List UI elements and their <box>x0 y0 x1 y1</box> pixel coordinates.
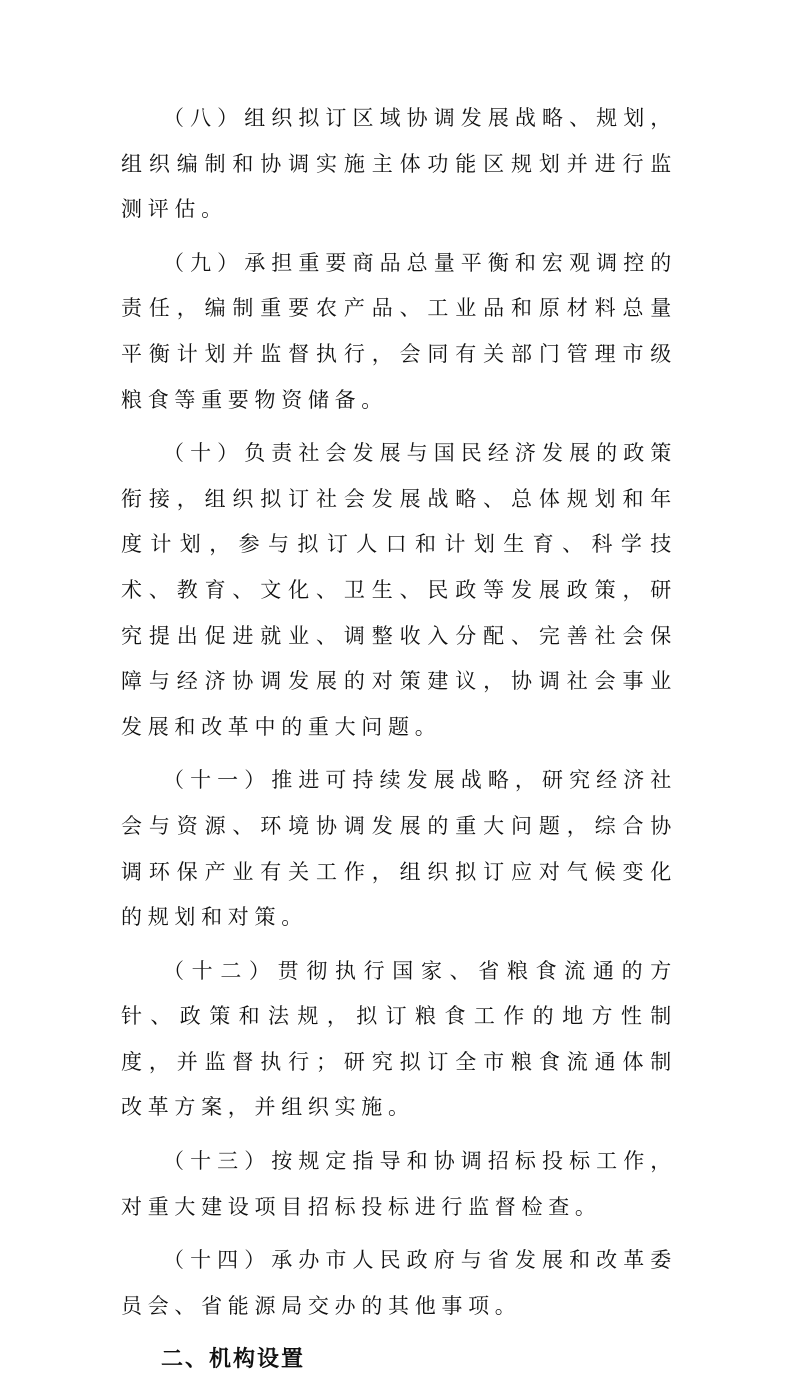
document-body <box>121 96 677 1383</box>
section-heading: 二、机构设置 <box>161 1347 306 1373</box>
paragraph-item-12: （十二）贯彻执行国家、省粮食流通的方针、政策和法规，拟订粮食工作的地方性制度，并监督执行；研究拟订全市粮食流通体制改革方案，并组织实施。 <box>121 958 677 1120</box>
paragraph-item-9: （九）承担重要商品总量平衡和宏观调控的责任，编制重要农产品、工业品和原材料总量平衡计划并监督执行，会同有关部门管理市级粮食等重要物资储备。 <box>121 250 677 412</box>
paragraph-item-8: （八）组织拟订区域协调发展战略、规划，组织编制和协调实施主体功能区规划并进行监测评估。 <box>121 106 677 222</box>
paragraph-item-10: （十）负责社会发展与国民经济发展的政策衔接，组织拟订社会发展战略、总体规划和年度计划，参与拟订人口和计划生育、科学技术、教育、文化、卫生、民政等发展政策，研究提出促进就业、调整收入分配、完善社会保障与经济协调发展的对策建议，协调社会事业发展和改革中的重大问题。 <box>121 441 677 739</box>
paragraph-item-11: （十一）推进可持续发展战略，研究经济社会与资源、环境协调发展的重大问题，综合协调环保产业有关工作，组织拟订应对气候变化的规划和对策。 <box>121 768 677 930</box>
paragraph-item-14: （十四）承办市人民政府与省发展和改革委员会、省能源局交办的其他事项。 <box>121 1248 677 1318</box>
paragraph-item-13: （十三）按规定指导和协调招标投标工作，对重大建设项目招标投标进行监督检查。 <box>121 1149 677 1219</box>
